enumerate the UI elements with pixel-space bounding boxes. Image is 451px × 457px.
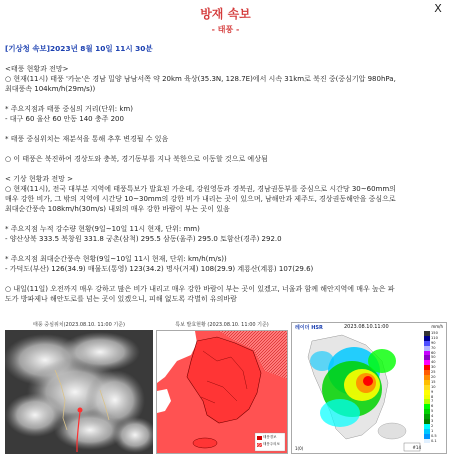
radar-legend-label: 4 (431, 414, 434, 419)
radar-graphic (292, 331, 424, 453)
radar-legend-row (424, 439, 444, 444)
page-title: 방재 속보 (200, 7, 251, 21)
radar-legend-label: 60 (431, 350, 436, 355)
radar-legend-label: 0.1 (431, 438, 437, 443)
weather-line2: 매우 강한 비가, 그 밖의 지역에 시간당 10~30mm의 강한 비가 내리는 곳이 있으며, 남해안과 제주도, 경상권동해안을 중심으로 (5, 195, 396, 203)
satellite-caption: 태풍 중심위치(2023.08.10. 11:00 기준) (33, 322, 125, 328)
radar-scale-label: 1(0) (295, 446, 304, 451)
radar-legend-label: 70 (431, 345, 436, 350)
radar-unit: mm/h (431, 324, 443, 329)
radar-legend-label: 6 (431, 404, 434, 409)
radar-legend-label: 150 (431, 331, 438, 335)
position-notice: * 태풍 중심위치는 재분석을 통해 추후 변경될 수 있음 (5, 135, 169, 143)
page-subtitle: - 태풍 - (211, 25, 240, 34)
typhoon-current-line2: 최대풍속 104km/h(29m/s)) (5, 85, 96, 93)
radar-legend-label: 5 (431, 409, 434, 414)
rain-title: * 주요지점 누적 강수량 현황(9일~10일 11시 현재, 단위: mm) (5, 225, 200, 233)
distance-title: * 주요지점과 태풍 중심의 거리(단위: km) (5, 105, 133, 113)
tomorrow-line1: ○ 내일(11일) 오전까지 매우 강하고 많은 비가 내리고 매우 강한 바람이 부는 곳이 있겠고, 너울과 함께 해안지역에 매우 높은 파 (5, 285, 395, 293)
radar-legend-label: 7 (431, 399, 434, 404)
radar-badge: #14 (412, 445, 421, 450)
distance-values: - 대구 60 울산 60 안동 140 충주 200 (5, 115, 124, 123)
radar-legend-label: 25 (431, 370, 436, 375)
radar-legend-label: 1 (431, 428, 434, 433)
typhoon-section-title: <태풍 현황과 전망> (5, 65, 69, 73)
radar-legend (424, 331, 444, 443)
bulletin-body (5, 44, 447, 304)
radar-legend-label: 30 (431, 365, 436, 370)
warning-caption: 특보 발효현황 (2023.08.10. 11:00 기준) (175, 322, 269, 328)
legend-advisory: 태풍주의보 (263, 442, 280, 446)
radar-legend-label: 90 (431, 340, 436, 345)
bulletin-headline: [기상청 속보]2023년 8월 10일 11시 30분 (5, 44, 153, 53)
radar-legend-label: 110 (431, 335, 438, 340)
rain-values: - 양산상북 333.5 북창원 331.8 궁촌(삼척) 295.5 삼동(울주) 295.0 토함산(경주) 292.0 (5, 235, 282, 243)
image-strip (5, 322, 447, 454)
radar-legend-label: 15 (431, 379, 436, 384)
radar-legend-label: 50 (431, 355, 436, 360)
tomorrow-line2: 도가 방파제나 해안도로를 넘는 곳이 있겠으니, 피해 없도록 각별히 유의바람 (5, 295, 237, 303)
radar-legend-label: 2 (431, 423, 434, 428)
legend-warning: 태풍경보 (263, 435, 277, 439)
radar-legend-label: 20 (431, 375, 436, 380)
radar-legend-label: 10 (431, 384, 436, 389)
satellite-image (5, 330, 153, 454)
radar-caption: 레이더 HSR (295, 325, 323, 331)
radar-legend-swatch (424, 439, 430, 444)
weather-section-title: < 기상 현황과 전망 > (5, 175, 73, 183)
wind-title: * 주요지점 최대순간풍속 현황(9일~10일 11시 현재, 단위: km/h(m/s)) (5, 255, 227, 263)
close-button[interactable]: X (434, 2, 442, 15)
radar-legend-label: 3 (431, 419, 434, 424)
radar-legend-label: 0.5 (431, 433, 437, 438)
wind-values: - 가덕도(부산) 126(34.9) 매물도(통영) 123(34.2) 명사(거제) 108(29.9) 계룡산(계룡) 107(29.6) (5, 265, 314, 273)
radar-image (291, 322, 447, 454)
satellite-panel (5, 322, 153, 454)
radar-legend-label: 40 (431, 360, 436, 365)
radar-legend-label: 8 (431, 394, 434, 399)
radar-legend-label: 9 (431, 389, 434, 394)
weather-line1: ○ 현재(11시), 전국 대부분 지역에 태풍특보가 발효된 가운데, 강원영동과 경북권, 경남권동부를 중심으로 시간당 30~60mm의 (5, 185, 396, 193)
satellite-graphic (5, 330, 153, 454)
typhoon-forecast: ○ 이 태풍은 북진하여 경상도와 충북, 경기동부를 지나 북한으로 이동할 것으로 예상됨 (5, 155, 268, 163)
weather-line3: 최대순간풍속 108km/h(30m/s) 내외의 매우 강한 바람이 부는 곳이 있음 (5, 205, 230, 213)
typhoon-current-line1: ○ 현재(11시) 태풍 '카눈'은 경남 밀양 남남서쪽 약 20km 육상(35.3N, 128.7E)에서 시속 31km로 북진 중(중심기압 980hPa, (5, 75, 396, 83)
radar-panel (291, 322, 447, 454)
warning-map (156, 330, 288, 454)
warning-panel (156, 322, 288, 454)
radar-time: 2023.08.10.11:00 (344, 324, 389, 330)
